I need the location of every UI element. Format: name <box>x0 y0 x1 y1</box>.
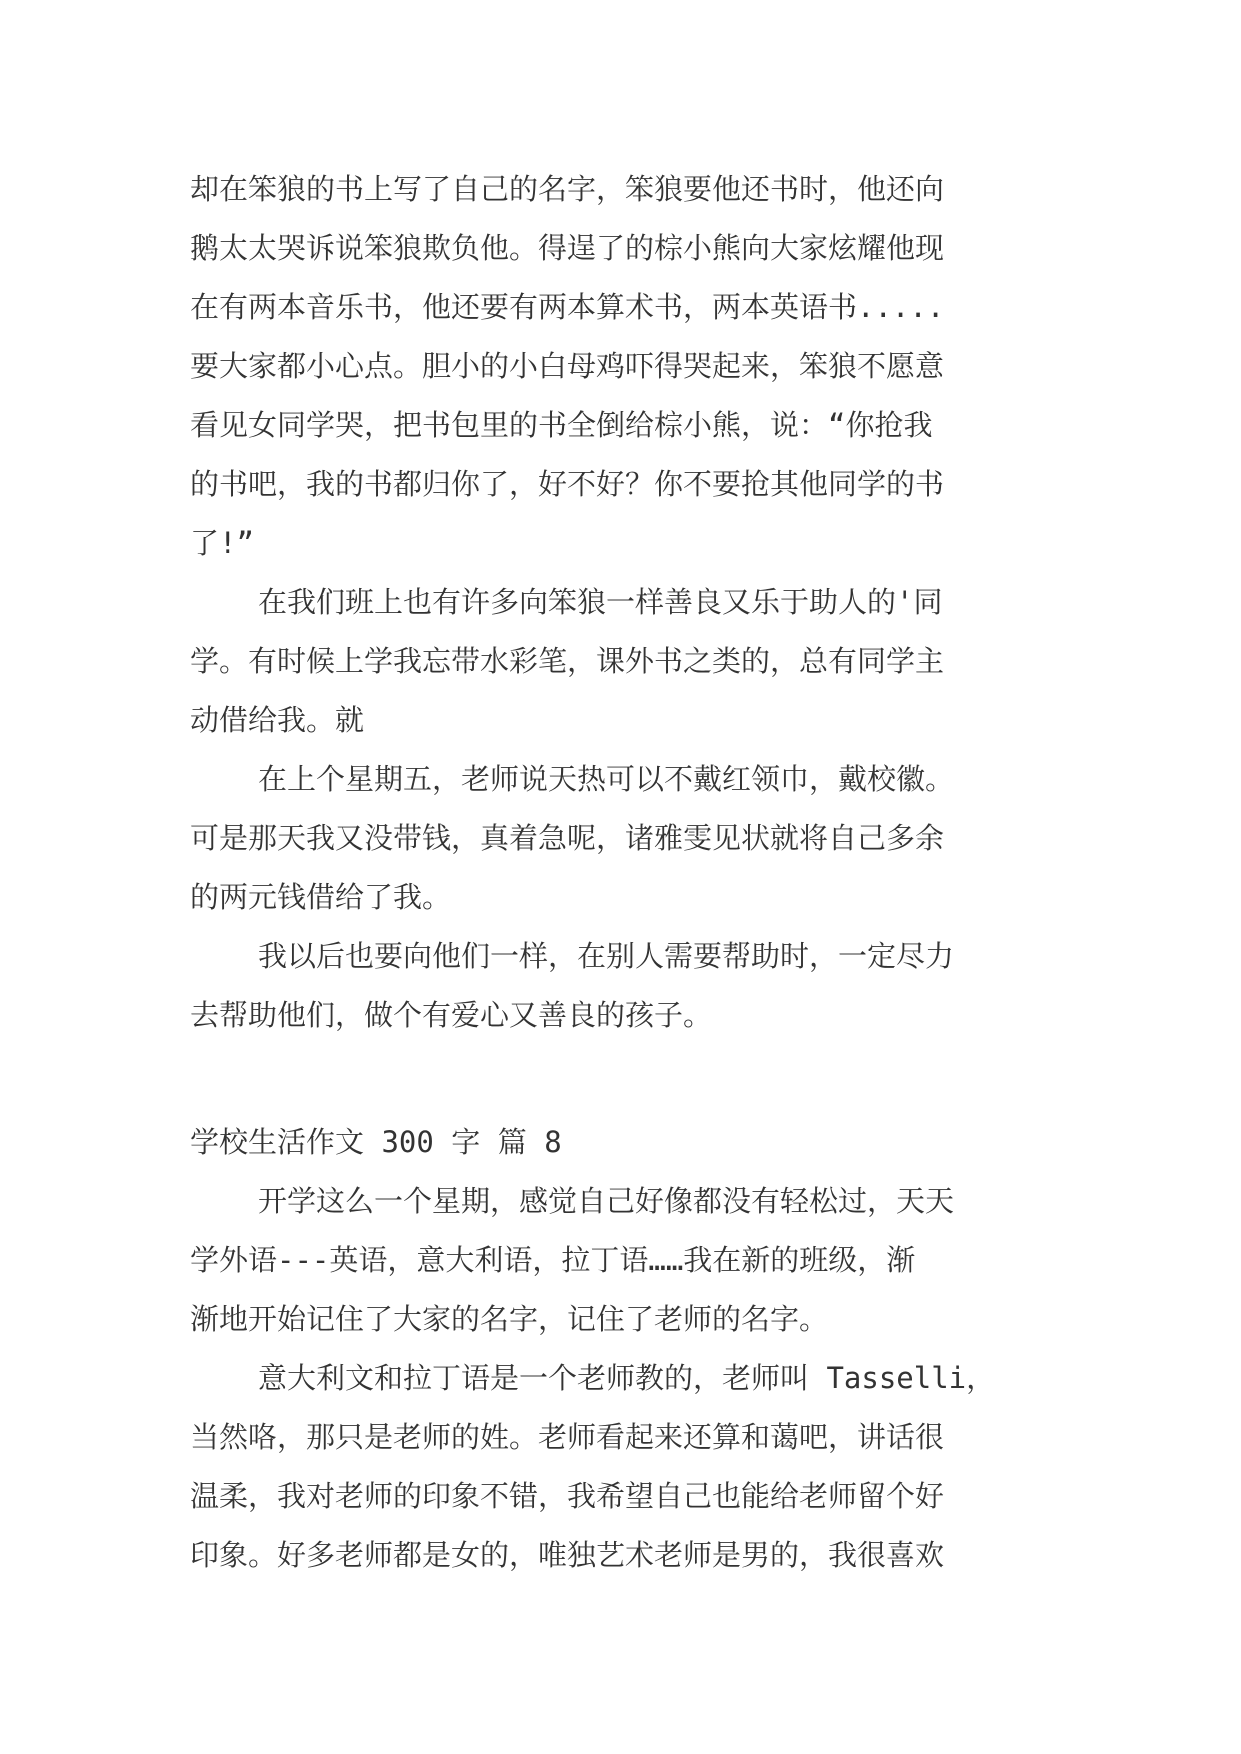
text-line: 温柔，我对老师的印象不错，我希望自己也能给老师留个好 <box>190 1479 945 1513</box>
text-line: 在有两本音乐书，他还要有两本算术书，两本英语书..... <box>190 290 945 324</box>
text-line: 却在笨狼的书上写了自己的名字，笨狼要他还书时，他还向 <box>190 172 945 206</box>
paragraph-classmates <box>190 573 1070 750</box>
text-line: 了!” <box>190 526 254 560</box>
text-line: 鹅太太哭诉说笨狼欺负他。得逞了的棕小熊向大家炫耀他现 <box>190 231 945 265</box>
text-line: 在我们班上也有许多向笨狼一样善良又乐于助人的'同 <box>258 585 943 619</box>
text-line: 学外语---英语，意大利语，拉丁语……我在新的班级，渐 <box>190 1243 916 1277</box>
paragraph-continuation <box>190 160 1070 573</box>
document-body <box>190 160 1070 1585</box>
text-line: 意大利文和拉丁语是一个老师教的，老师叫 Tasselli， <box>258 1361 996 1395</box>
text-line: 去帮助他们，做个有爱心又善良的孩子。 <box>190 998 713 1032</box>
text-line: 在上个星期五，老师说天热可以不戴红领巾，戴校徽。 <box>258 762 955 796</box>
text-line: 可是那天我又没带钱，真着急呢，诸雅雯见状就将自己多余 <box>190 821 945 855</box>
text-line: 动借给我。就 <box>190 703 365 737</box>
paragraph-first-week <box>190 1172 1070 1349</box>
paragraph-teacher <box>190 1349 1070 1585</box>
text-line: 印象。好多老师都是女的，唯独艺术老师是男的，我很喜欢 <box>190 1538 945 1572</box>
text-line: 的书吧，我的书都归你了，好不好？你不要抢其他同学的书 <box>190 467 945 501</box>
text-line: 学。有时候上学我忘带水彩笔，课外书之类的，总有同学主 <box>190 644 945 678</box>
paragraph-conclusion <box>190 927 1070 1045</box>
section-title: 学校生活作文 300 字 篇 8 <box>190 1125 562 1159</box>
text-line: 的两元钱借给了我。 <box>190 880 452 914</box>
text-line: 渐地开始记住了大家的名字，记住了老师的名字。 <box>190 1302 829 1336</box>
text-line: 看见女同学哭，把书包里的书全倒给棕小熊，说：“你抢我 <box>190 408 933 442</box>
text-line: 我以后也要向他们一样，在别人需要帮助时，一定尽力 <box>258 939 955 973</box>
text-line: 当然咯，那只是老师的姓。老师看起来还算和蔼吧，讲话很 <box>190 1420 945 1454</box>
paragraph-friday <box>190 750 1070 927</box>
text-line: 开学这么一个星期，感觉自己好像都没有轻松过，天天 <box>258 1184 955 1218</box>
text-line: 要大家都小心点。胆小的小白母鸡吓得哭起来，笨狼不愿意 <box>190 349 945 383</box>
